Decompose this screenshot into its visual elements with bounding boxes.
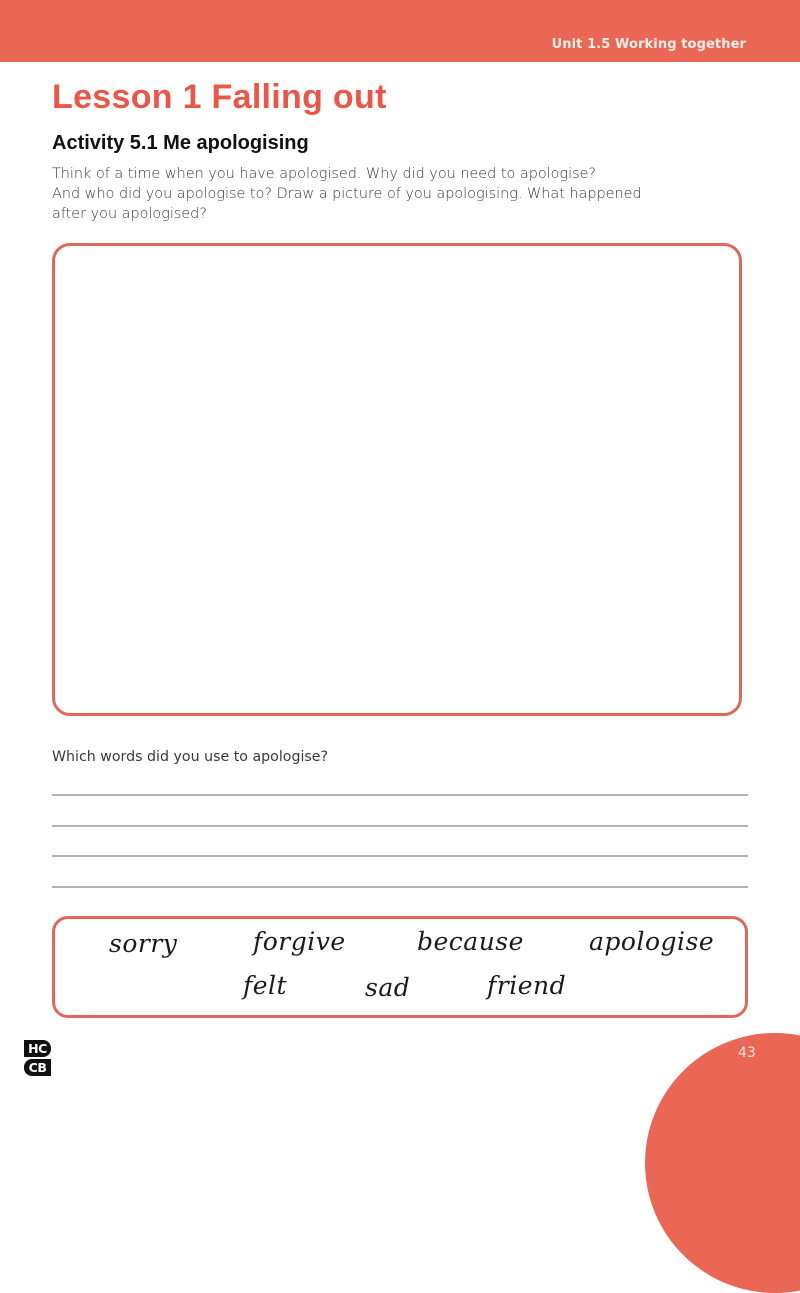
instruction-line: Think of a time when you have apologised. Why did you need to apologise? <box>52 166 597 182</box>
writing-line[interactable] <box>52 825 748 827</box>
word-bank-item: forgive <box>253 927 346 956</box>
writing-line[interactable] <box>52 794 748 796</box>
word-bank-item: sad <box>365 973 411 1002</box>
activity-instructions <box>52 164 732 224</box>
logo-bottom-text: CB <box>24 1059 51 1076</box>
lesson-title: Lesson 1 Falling out <box>52 78 387 116</box>
activity-title: Me apologising <box>163 132 309 154</box>
page-number: 43 <box>738 1045 756 1061</box>
word-bank-item: apologise <box>589 927 715 956</box>
activity-number: Activity 5.1 <box>52 132 158 154</box>
word-bank-item: friend <box>487 971 567 1000</box>
publisher-logo <box>24 1040 51 1078</box>
word-bank-item: sorry <box>109 929 178 958</box>
page-number-badge <box>645 1033 800 1293</box>
instruction-line: after you apologised? <box>52 206 207 222</box>
writing-line[interactable] <box>52 855 748 857</box>
writing-line[interactable] <box>52 886 748 888</box>
word-bank <box>52 916 748 1018</box>
top-banner <box>0 0 800 62</box>
unit-label: Unit 1.5 Working together <box>551 37 746 52</box>
word-bank-item: felt <box>243 971 288 1000</box>
question-prompt: Which words did you use to apologise? <box>52 749 329 765</box>
instruction-line: And who did you apologise to? Draw a picture of you apologising. What happened <box>52 186 642 202</box>
drawing-area[interactable] <box>52 243 742 716</box>
logo-top-text: HC <box>24 1040 51 1057</box>
word-bank-item: because <box>417 927 524 956</box>
activity-heading <box>52 132 309 155</box>
